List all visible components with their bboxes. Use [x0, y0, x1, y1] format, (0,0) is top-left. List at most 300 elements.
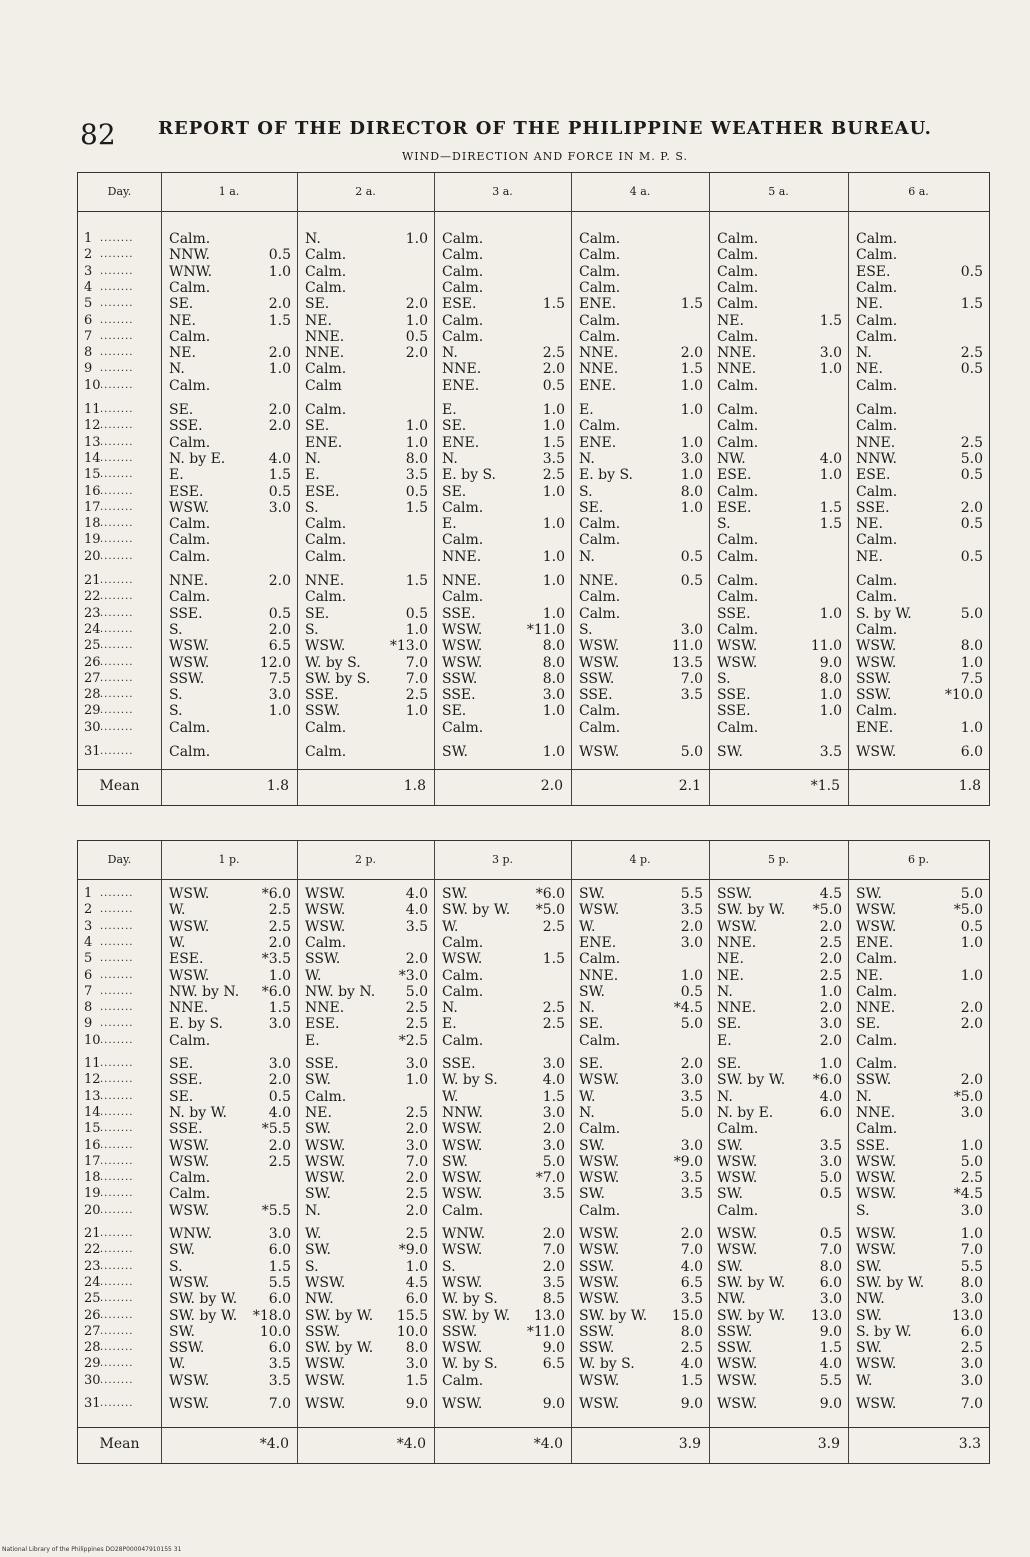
wind-force: 2.0 [405, 1121, 428, 1138]
wind-force: 0.5 [680, 573, 703, 589]
wind-direction: SSW. [717, 886, 753, 902]
wind-force: *11.0 [526, 621, 565, 638]
wind-force: 2.0 [819, 1000, 842, 1017]
day-leader-dots: ........ [100, 1228, 134, 1239]
day-number: 30 [84, 1372, 101, 1388]
wind-direction: NNE. [442, 573, 482, 589]
wind-direction: SW. [579, 1186, 605, 1203]
day-number: 11 [84, 1056, 101, 1071]
wind-force: 0.5 [680, 983, 703, 1000]
wind-direction: SSE. [169, 605, 203, 622]
day-number: 29 [84, 703, 101, 719]
wind-direction: Calm. [717, 1202, 759, 1219]
wind-direction: SSW. [305, 951, 341, 968]
wind-direction: WSW. [717, 1170, 758, 1187]
wind-force: 2.5 [268, 902, 291, 919]
wind-direction: SSE. [717, 687, 751, 704]
wind-direction: ENE. [579, 434, 617, 451]
wind-force: 2.5 [819, 967, 842, 984]
wind-direction: Calm. [579, 247, 621, 264]
wind-direction: S. by W. [856, 1323, 912, 1340]
wind-force: 5.5 [960, 1258, 983, 1275]
wind-direction: Calm. [169, 532, 211, 549]
day-leader-dots: ........ [100, 985, 134, 997]
day-number: 7 [84, 328, 93, 344]
wind-direction: W. [442, 918, 459, 935]
wind-direction: W. [169, 1356, 186, 1373]
wind-direction: NNW. [169, 247, 210, 264]
day-leader-dots: ........ [100, 1244, 134, 1256]
wind-direction: WSW. [305, 1274, 346, 1291]
wind-force: 3.5 [405, 918, 428, 935]
wind-direction: Calm. [442, 328, 484, 345]
wind-direction: W. [856, 1372, 873, 1389]
wind-force: 3.5 [268, 1356, 291, 1373]
wind-direction: W. by S. [579, 1356, 635, 1373]
wind-force: 1.0 [819, 605, 842, 622]
day-leader-dots: ........ [100, 1034, 134, 1046]
wind-force: 1.5 [680, 296, 703, 313]
wind-force: 2.0 [960, 1072, 983, 1089]
day-leader-dots: ........ [100, 575, 134, 586]
wind-force: 5.5 [819, 1372, 842, 1389]
wind-force: 0.5 [960, 263, 983, 280]
wind-force: 1.0 [542, 573, 565, 589]
wind-direction: Calm. [856, 328, 898, 345]
wind-force: 13.0 [533, 1307, 565, 1324]
wind-force: 15.5 [396, 1307, 428, 1324]
wind-direction: Calm. [442, 263, 484, 280]
day-number: 3 [84, 918, 93, 934]
day-leader-dots: ........ [100, 1342, 134, 1354]
wind-direction: SE. [169, 1056, 194, 1072]
wind-direction: SE. [717, 1056, 742, 1072]
wind-direction: Calm. [579, 231, 621, 247]
wind-direction: WSW. [717, 1356, 758, 1373]
wind-force: 2.0 [268, 934, 291, 951]
mean-value: 1.8 [403, 778, 426, 794]
wind-force: 0.5 [268, 1088, 291, 1105]
wind-force: 1.0 [819, 983, 842, 1000]
wind-direction: SSW. [169, 670, 205, 687]
wind-force: 1.0 [405, 621, 428, 638]
wind-direction: ENE. [856, 719, 894, 736]
wind-force: 6.0 [819, 1104, 842, 1121]
wind-direction: SSW. [579, 1340, 615, 1357]
wind-direction: WSW. [579, 1153, 620, 1170]
day-leader-dots: ........ [100, 746, 134, 757]
wind-force: 1.5 [819, 312, 842, 329]
wind-direction: SW. [305, 1072, 331, 1089]
wind-direction: W. by S. [442, 1356, 498, 1373]
wind-force: 2.5 [405, 1186, 428, 1203]
wind-direction: Calm. [305, 744, 347, 760]
day-leader-dots: ........ [100, 550, 134, 562]
wind-force: 1.0 [405, 1072, 428, 1089]
wind-force: 2.5 [542, 918, 565, 935]
day-leader-dots: ........ [100, 485, 134, 497]
wind-force: 8.0 [542, 638, 565, 655]
wind-force: *7.0 [535, 1170, 565, 1187]
wind-direction: WSW. [579, 1372, 620, 1389]
wind-force: 4.0 [819, 450, 842, 467]
column-divider [161, 173, 162, 805]
wind-direction: Calm. [442, 231, 484, 247]
wind-direction: WSW. [169, 1396, 210, 1412]
day-number: 12 [84, 1072, 101, 1088]
wind-force: 1.5 [405, 1372, 428, 1389]
wind-force: 1.5 [680, 361, 703, 378]
wind-direction: Calm. [856, 1032, 898, 1049]
wind-direction: W. [169, 902, 186, 919]
wind-direction: WSW. [856, 1170, 897, 1187]
day-leader-dots: ........ [100, 469, 134, 481]
wind-force: 1.0 [680, 499, 703, 516]
wind-direction: SW. [717, 744, 743, 760]
wind-direction: ESE. [169, 483, 204, 500]
wind-direction: WSW. [305, 1396, 346, 1412]
wind-direction: Calm. [856, 418, 898, 435]
wind-force: 1.0 [680, 967, 703, 984]
column-divider [571, 841, 572, 1463]
day-number: 6 [84, 967, 93, 983]
wind-direction: Calm. [169, 328, 211, 345]
wind-force: 3.0 [542, 1104, 565, 1121]
wind-direction: Calm. [169, 719, 211, 736]
wind-force: 0.5 [268, 247, 291, 264]
wind-force: 1.0 [960, 1137, 983, 1154]
wind-force: 3.0 [960, 1104, 983, 1121]
wind-force: 0.5 [405, 605, 428, 622]
wind-force: *5.0 [812, 902, 842, 919]
wind-direction: Calm. [579, 703, 621, 720]
day-leader-dots: ........ [100, 656, 134, 668]
day-leader-dots: ........ [100, 1058, 134, 1069]
wind-direction: Calm. [579, 328, 621, 345]
wind-direction: E. by S. [579, 467, 633, 484]
wind-force: 7.0 [405, 654, 428, 671]
wind-force: 3.0 [960, 1356, 983, 1373]
wind-force: 1.0 [268, 703, 291, 720]
wind-direction: E. [442, 516, 457, 533]
wind-force: 8.0 [680, 1323, 703, 1340]
mean-value: *4.0 [533, 1436, 563, 1452]
wind-force: 8.0 [405, 1340, 428, 1357]
wind-direction: NW. by N. [305, 983, 376, 1000]
wind-force: 8.0 [960, 1274, 983, 1291]
wind-force: 2.0 [542, 361, 565, 378]
wind-direction: Calm. [169, 279, 211, 296]
hour-column-header: 5 p. [767, 853, 790, 866]
wind-direction: NNW. [442, 1104, 483, 1121]
day-leader-dots: ........ [100, 233, 134, 244]
wind-direction: Calm [305, 377, 342, 394]
wind-direction: S. [579, 483, 593, 500]
wind-force: 7.0 [268, 1396, 291, 1412]
column-divider [848, 841, 849, 1463]
wind-direction: WSW. [169, 499, 210, 516]
wind-force: *6.0 [535, 886, 565, 902]
wind-direction: ESE. [169, 951, 204, 968]
wind-force: 3.0 [268, 1056, 291, 1072]
wind-force: 5.0 [542, 1153, 565, 1170]
wind-force: 2.5 [542, 345, 565, 362]
day-number: 19 [84, 532, 101, 548]
wind-direction: Calm. [442, 499, 484, 516]
wind-direction: Calm. [305, 532, 347, 549]
wind-direction: ESE. [305, 483, 340, 500]
day-leader-dots: ........ [100, 1358, 134, 1370]
wind-direction: W. [169, 934, 186, 951]
day-column-header: Day. [107, 853, 132, 866]
wind-direction: SW. by W. [442, 1307, 511, 1324]
wind-direction: Calm. [579, 532, 621, 549]
day-number: 6 [84, 312, 93, 328]
day-number: 27 [84, 670, 101, 686]
day-number: 26 [84, 1307, 101, 1323]
day-number: 21 [84, 1226, 101, 1241]
day-leader-dots: ........ [100, 298, 134, 310]
wind-force: 2.0 [405, 951, 428, 968]
wind-direction: WNW. [169, 1226, 213, 1242]
wind-direction: SE. [442, 418, 467, 435]
wind-direction: Calm. [442, 967, 484, 984]
wind-force: 1.0 [542, 605, 565, 622]
day-leader-dots: ........ [100, 436, 134, 448]
wind-direction: S. [717, 516, 731, 533]
wind-force: 9.0 [819, 1396, 842, 1412]
wind-direction: SSE. [856, 499, 890, 516]
wind-direction: NNE. [442, 361, 482, 378]
wind-direction: WSW. [442, 621, 483, 638]
wind-direction: WSW. [856, 918, 897, 935]
hour-column-header: 1 p. [218, 853, 240, 866]
wind-force: 7.0 [542, 1242, 565, 1259]
wind-force: 1.0 [542, 703, 565, 720]
wind-direction: S. [169, 621, 183, 638]
wind-force: 6.5 [680, 1274, 703, 1291]
day-number: 21 [84, 573, 101, 588]
wind-direction: SSE. [169, 1072, 203, 1089]
wind-direction: NNE. [579, 345, 619, 362]
day-leader-dots: ........ [100, 607, 134, 619]
wind-direction: Calm. [717, 589, 759, 606]
wind-force: 3.5 [680, 902, 703, 919]
wind-direction: ESE. [717, 499, 752, 516]
mean-value: 1.8 [958, 778, 981, 794]
day-leader-dots: ........ [100, 347, 134, 359]
wind-direction: WSW. [169, 638, 210, 655]
wind-direction: WSW. [169, 654, 210, 671]
mean-value: 1.8 [266, 778, 289, 794]
wind-direction: WSW. [717, 1226, 758, 1242]
wind-direction: NW. [717, 450, 746, 467]
wind-force: 1.0 [405, 312, 428, 329]
wind-force: 5.0 [960, 1153, 983, 1170]
wind-force: 10.0 [396, 1323, 428, 1340]
wind-direction: SE. [442, 483, 467, 500]
wind-force: 4.0 [819, 1088, 842, 1105]
wind-force: 3.0 [960, 1291, 983, 1308]
day-number: 28 [84, 687, 101, 703]
wind-direction: WSW. [579, 1170, 620, 1187]
wind-direction: WSW. [442, 1121, 483, 1138]
wind-direction: WSW. [169, 886, 210, 902]
day-leader-dots: ........ [100, 1204, 134, 1216]
wind-direction: NE. [856, 548, 883, 565]
wind-force: 2.5 [542, 1016, 565, 1033]
day-number: 2 [84, 902, 93, 918]
wind-table-pm [77, 840, 990, 1464]
table-header-row [78, 841, 989, 880]
day-leader-dots: ........ [100, 721, 134, 733]
wind-direction: SSW. [579, 1258, 615, 1275]
wind-direction: Calm. [579, 1121, 621, 1138]
mean-row [78, 1427, 989, 1464]
wind-force: 11.0 [671, 638, 703, 655]
wind-force: 2.0 [819, 918, 842, 935]
mean-label: Mean [99, 778, 140, 794]
wind-force: 2.5 [405, 1104, 428, 1121]
wind-direction: SW. [856, 1340, 882, 1357]
wind-direction: NNE. [305, 573, 345, 589]
mean-label: Mean [99, 1436, 140, 1452]
wind-force: 3.0 [268, 1016, 291, 1033]
day-number: 30 [84, 719, 101, 735]
wind-force: 3.5 [680, 1291, 703, 1308]
hour-column-header: 4 p. [629, 853, 651, 866]
day-leader-dots: ........ [100, 591, 134, 603]
wind-direction: SSW. [442, 670, 478, 687]
column-divider [848, 173, 849, 805]
wind-force: 10.0 [259, 1323, 291, 1340]
wind-force: *9.0 [673, 1153, 703, 1170]
wind-force: 9.0 [680, 1396, 703, 1412]
wind-direction: NNE. [579, 967, 619, 984]
wind-direction: Calm. [579, 589, 621, 606]
wind-force: 2.0 [542, 1121, 565, 1138]
wind-direction: NNE. [442, 548, 482, 565]
wind-direction: WSW. [717, 1242, 758, 1259]
wind-force: 1.0 [819, 1056, 842, 1072]
wind-direction: SW. [856, 886, 882, 902]
wind-force: 1.0 [542, 418, 565, 435]
wind-direction: Calm. [442, 1032, 484, 1049]
column-divider [297, 841, 298, 1463]
wind-force: 8.0 [960, 638, 983, 655]
wind-force: 1.5 [542, 1088, 565, 1105]
wind-direction: S. [169, 703, 183, 720]
wind-direction: SE. [305, 296, 330, 313]
wind-force: 1.5 [542, 296, 565, 313]
wind-direction: Calm. [169, 589, 211, 606]
wind-force: 1.0 [405, 1258, 428, 1275]
wind-direction: SW. by W. [717, 1307, 786, 1324]
wind-force: 1.0 [960, 1226, 983, 1242]
wind-force: 13.5 [671, 654, 703, 671]
table-header-row [78, 173, 989, 212]
wind-direction: Calm. [717, 434, 759, 451]
column-divider [434, 841, 435, 1463]
day-number: 2 [84, 247, 93, 263]
wind-direction: NE. [856, 516, 883, 533]
wind-direction: SW. [579, 1137, 605, 1154]
wind-direction: Calm. [305, 247, 347, 264]
wind-force: 2.5 [960, 345, 983, 362]
wind-direction: Calm. [442, 589, 484, 606]
wind-direction: NW. [717, 1291, 746, 1308]
wind-force: 13.0 [810, 1307, 842, 1324]
day-leader-dots: ........ [100, 1374, 134, 1386]
day-number: 25 [84, 1291, 101, 1307]
wind-direction: Calm. [305, 589, 347, 606]
column-divider [297, 173, 298, 805]
wind-direction: S. [442, 1258, 456, 1275]
wind-direction: Calm. [717, 263, 759, 280]
wind-direction: Calm. [856, 247, 898, 264]
wind-direction: E. [169, 467, 184, 484]
wind-direction: NNE. [856, 1104, 896, 1121]
wind-force: 0.5 [819, 1186, 842, 1203]
day-number: 1 [84, 886, 93, 901]
wind-force: 2.0 [268, 418, 291, 435]
wind-direction: Calm. [717, 532, 759, 549]
day-leader-dots: ........ [100, 953, 134, 965]
wind-direction: SE. [305, 418, 330, 435]
hour-column-header: 2 a. [355, 185, 376, 198]
wind-force: *6.0 [812, 1072, 842, 1089]
wind-direction: N. [579, 1000, 595, 1017]
wind-direction: Calm. [579, 263, 621, 280]
wind-direction: Calm. [717, 719, 759, 736]
day-leader-dots: ........ [100, 672, 134, 684]
wind-direction: WSW. [856, 1396, 897, 1412]
wind-direction: SW. [169, 1242, 195, 1259]
wind-direction: SW. by W. [169, 1307, 238, 1324]
day-leader-dots: ........ [100, 314, 134, 326]
wind-force: 1.5 [268, 312, 291, 329]
wind-force: 1.5 [268, 1258, 291, 1275]
wind-force: 1.0 [819, 687, 842, 704]
hour-column-header: 6 p. [907, 853, 930, 866]
page-number: 82 [80, 118, 116, 151]
wind-direction: Calm. [305, 719, 347, 736]
wind-direction: N. [305, 450, 321, 467]
wind-force: 1.5 [405, 573, 428, 589]
day-number: 29 [84, 1356, 101, 1372]
wind-direction: WSW. [305, 902, 346, 919]
wind-table-am [77, 172, 990, 806]
wind-force: 3.0 [819, 1016, 842, 1033]
wind-force: 3.0 [268, 499, 291, 516]
wind-direction: SW. [305, 1121, 331, 1138]
day-column-header: Day. [107, 185, 132, 198]
wind-direction: SW. by W. [442, 902, 511, 919]
column-divider [709, 173, 710, 805]
wind-force: 0.5 [819, 1226, 842, 1242]
wind-direction: NNE. [717, 934, 757, 951]
day-number: 22 [84, 1242, 101, 1258]
wind-force: *6.0 [261, 983, 291, 1000]
day-number: 13 [84, 434, 101, 450]
day-leader-dots: ........ [100, 1276, 134, 1288]
wind-direction: Calm. [717, 247, 759, 264]
wind-direction: N. by E. [169, 450, 226, 467]
day-leader-dots: ........ [100, 1325, 134, 1337]
wind-direction: E. by S. [169, 1016, 223, 1033]
wind-direction: NNE. [717, 1000, 757, 1017]
day-leader-dots: ........ [100, 1155, 134, 1167]
